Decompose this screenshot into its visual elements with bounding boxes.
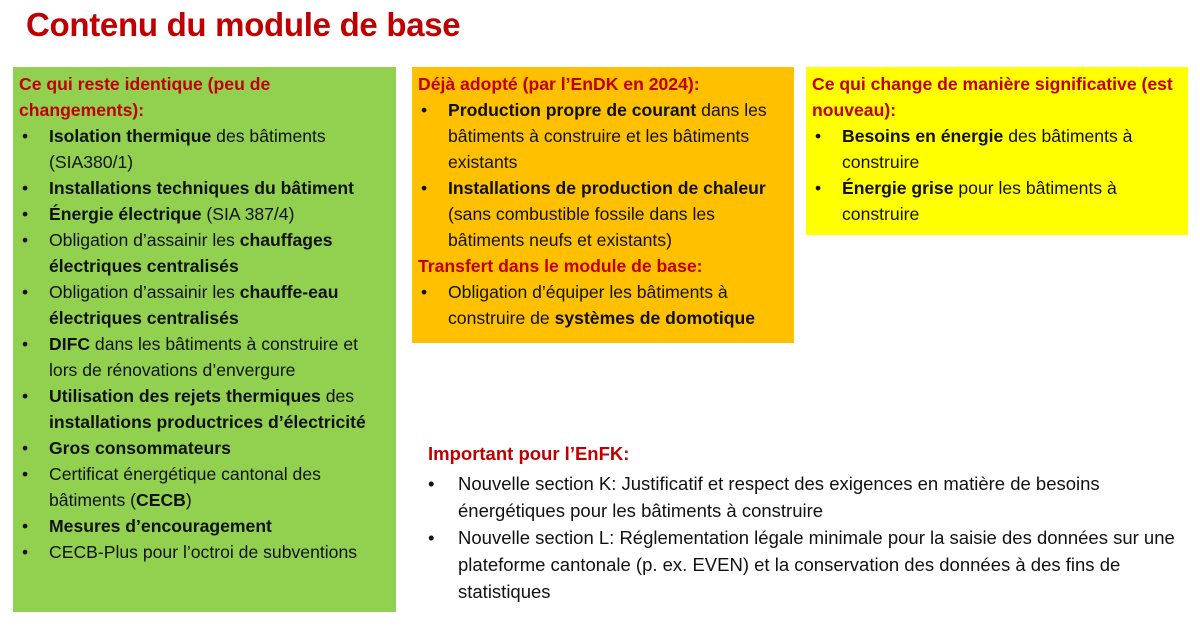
list-item xyxy=(418,279,788,331)
item-text: dans les bâtiments à construire et les bâtiments existants xyxy=(448,100,767,172)
item-text: ) xyxy=(185,490,192,510)
list-item xyxy=(418,97,788,175)
important-item: • Nouvelle section L: Réglementation légale minimale pour la saisie des données sur une plateforme cantonale (p. ex. EVEN) et la conservation des données à des fins de statistiques xyxy=(428,524,1188,605)
item-bold-text: chauffe-eau électriques centralisés xyxy=(49,282,339,328)
item-text: Certificat énergétique cantonal des bâtiments ( xyxy=(49,464,321,510)
item-bold-text: Production propre de courant xyxy=(448,100,697,120)
list-item xyxy=(812,123,1182,175)
item-text: pour les bâtiments à construire xyxy=(842,178,1117,224)
item-text: des xyxy=(320,386,355,406)
list-item xyxy=(19,435,390,461)
changes-list xyxy=(812,123,1182,227)
page-title: Contenu du module de base xyxy=(26,6,461,43)
unchanged-box xyxy=(13,67,396,612)
item-bold-text: DIFC xyxy=(49,334,91,354)
list-item xyxy=(19,175,390,201)
list-item xyxy=(19,123,390,175)
important-section xyxy=(428,440,1188,605)
list-item xyxy=(19,331,390,383)
item-text: dans les bâtiments à construire et lors de rénovations d’envergure xyxy=(49,334,358,380)
list-item xyxy=(19,513,390,539)
item-bold-text: systèmes de domotique xyxy=(554,308,756,328)
item-bold-text: Gros consommateurs xyxy=(49,438,231,458)
item-bold-text: Énergie grise xyxy=(842,178,954,198)
list-item xyxy=(812,175,1182,227)
unchanged-list xyxy=(19,123,390,565)
item-text: des bâtiments à construire xyxy=(842,126,1133,172)
list-item xyxy=(19,279,390,331)
unchanged-heading: Ce qui reste identique (peu de changements): xyxy=(19,74,271,120)
important-heading: Important pour l’EnFK: xyxy=(428,443,630,464)
item-text: (SIA 387/4) xyxy=(201,204,295,224)
item-text: Obligation d’assainir les xyxy=(49,282,240,302)
item-bold-text: Installations techniques du bâtiment xyxy=(49,178,354,198)
item-text: des bâtiments (SIA380/1) xyxy=(49,126,326,172)
item-bold-text: Installations de production de chaleur xyxy=(448,178,766,198)
list-item xyxy=(19,539,390,565)
item-bold-text: Mesures d’encouragement xyxy=(49,516,272,536)
changes-heading: Ce qui change de manière significative (est nouveau): xyxy=(812,74,1173,120)
changes-box xyxy=(806,67,1188,235)
item-bold-text: installations productrices d’électricité xyxy=(49,412,366,432)
item-bold-text: Besoins en énergie xyxy=(842,126,1004,146)
item-bold-text: CECB xyxy=(136,490,186,510)
item-text: (sans combustible fossile dans les bâtiments neufs et existants) xyxy=(448,204,715,250)
list-item xyxy=(19,461,390,513)
list-item xyxy=(19,201,390,227)
list-item xyxy=(418,175,788,253)
item-text: CECB-Plus pour l’octroi de subventions xyxy=(49,542,358,562)
list-item xyxy=(19,383,390,435)
item-bold-text: Isolation thermique xyxy=(49,126,212,146)
adopted-list xyxy=(418,97,788,253)
important-list xyxy=(428,470,1188,605)
important-item: • Nouvelle section K: Justificatif et respect des exigences en matière de besoins énergétiques pour les bâtiments à construire xyxy=(428,470,1188,524)
transfer-list xyxy=(418,279,788,331)
transfer-heading: Transfert dans le module de base: xyxy=(418,256,703,276)
item-text: Obligation d’assainir les xyxy=(49,230,240,250)
item-text: Obligation d’équiper les bâtiments à construire de xyxy=(448,282,728,328)
item-bold-text: Énergie électrique xyxy=(49,204,202,224)
list-item xyxy=(19,227,390,279)
adopted-heading: Déjà adopté (par l’EnDK en 2024): xyxy=(418,74,700,94)
adopted-box xyxy=(412,67,794,343)
item-bold-text: Utilisation des rejets thermiques xyxy=(49,386,321,406)
item-bold-text: chauffages électriques centralisés xyxy=(49,230,333,276)
